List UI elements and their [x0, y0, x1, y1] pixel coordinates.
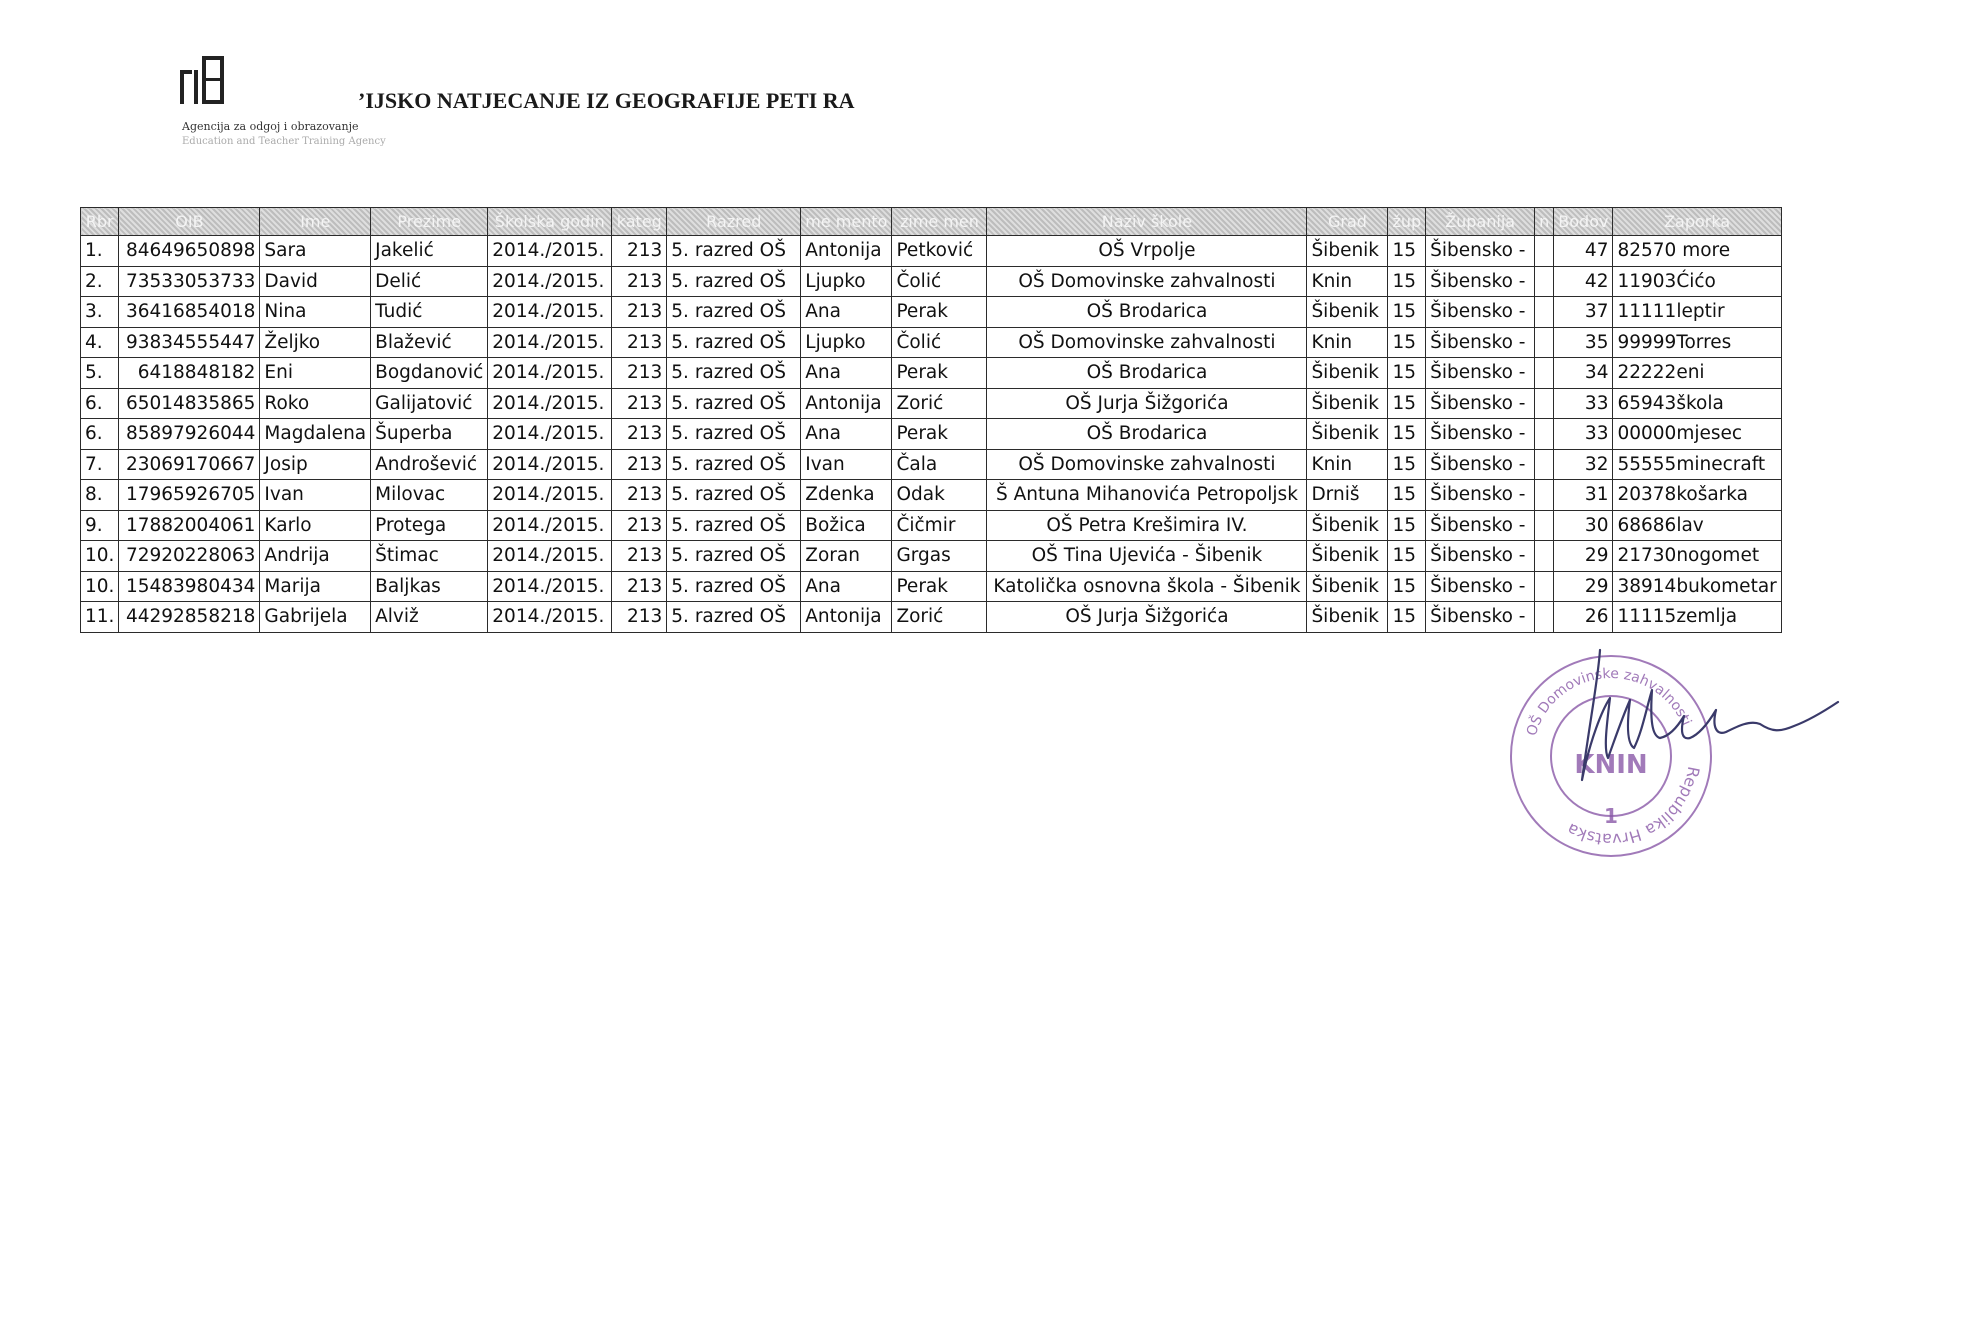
agency-name-en: Education and Teacher Training Agency	[182, 136, 386, 147]
cell-zaporka: 38914bukometar	[1613, 571, 1781, 602]
cell-godina: 2014./2015.	[488, 602, 612, 633]
column-header: Naziv škole	[987, 208, 1307, 236]
cell-ime: Ivan	[260, 480, 371, 511]
cell-grad: Šibenik	[1307, 419, 1388, 450]
cell-skola: OŠ Brodarica	[987, 297, 1307, 328]
cell-ime: Marija	[260, 571, 371, 602]
cell-zupanija: Šibensko -	[1426, 571, 1535, 602]
cell-oib: 84649650898	[119, 236, 260, 267]
cell-prezime: Tudić	[371, 297, 488, 328]
signature	[1560, 640, 1860, 790]
table-row	[81, 358, 1782, 389]
cell-ime: Roko	[260, 388, 371, 419]
cell-skola: OŠ Domovinske zahvalnosti	[987, 449, 1307, 480]
table-row	[81, 266, 1782, 297]
cell-razred: 5. razred OŠ	[667, 449, 801, 480]
cell-mentor-ime: Antonija	[801, 602, 892, 633]
cell-n	[1535, 510, 1554, 541]
cell-rbr: 6.	[81, 388, 119, 419]
cell-bodovi: 33	[1554, 388, 1613, 419]
cell-skola: OŠ Vrpolje	[987, 236, 1307, 267]
cell-grad: Šibenik	[1307, 236, 1388, 267]
agency-name-hr: Agencija za odgoj i obrazovanje	[182, 120, 359, 133]
cell-kategorija: 213	[612, 541, 667, 572]
cell-mentor-ime: Ana	[801, 419, 892, 450]
cell-mentor-prezime: Zorić	[892, 388, 987, 419]
cell-razred: 5. razred OŠ	[667, 602, 801, 633]
cell-kategorija: 213	[612, 327, 667, 358]
cell-n	[1535, 236, 1554, 267]
stamp-text-bottom: OŠ Domovinske zahvalnosti	[1523, 665, 1695, 738]
column-header: Bodov	[1554, 208, 1613, 236]
column-header: Rbr	[81, 208, 119, 236]
cell-mentor-ime: Zdenka	[801, 480, 892, 511]
cell-bodovi: 42	[1554, 266, 1613, 297]
cell-rbr: 4.	[81, 327, 119, 358]
cell-zupanija-broj: 15	[1388, 541, 1426, 572]
column-header: Zaporka	[1613, 208, 1781, 236]
cell-kategorija: 213	[612, 449, 667, 480]
cell-zupanija-broj: 15	[1388, 236, 1426, 267]
cell-mentor-ime: Antonija	[801, 236, 892, 267]
cell-skola: OŠ Brodarica	[987, 358, 1307, 389]
cell-zaporka: 00000mjesec	[1613, 419, 1781, 450]
cell-godina: 2014./2015.	[488, 358, 612, 389]
cell-oib: 23069170667	[119, 449, 260, 480]
cell-oib: 17965926705	[119, 480, 260, 511]
cell-mentor-prezime: Perak	[892, 297, 987, 328]
cell-zupanija: Šibensko -	[1426, 327, 1535, 358]
cell-bodovi: 35	[1554, 327, 1613, 358]
cell-skola: OŠ Jurja Šižgorića	[987, 602, 1307, 633]
cell-zupanija: Šibensko -	[1426, 449, 1535, 480]
table-row	[81, 602, 1782, 633]
column-header: Županija	[1426, 208, 1535, 236]
column-header: Razred	[667, 208, 801, 236]
table-row	[81, 388, 1782, 419]
cell-n	[1535, 327, 1554, 358]
cell-n	[1535, 602, 1554, 633]
cell-godina: 2014./2015.	[488, 480, 612, 511]
cell-prezime: Galijatović	[371, 388, 488, 419]
cell-ime: Eni	[260, 358, 371, 389]
cell-zaporka: 82570 more	[1613, 236, 1781, 267]
agency-logo-mark	[178, 50, 238, 105]
cell-n	[1535, 480, 1554, 511]
cell-zupanija-broj: 15	[1388, 297, 1426, 328]
cell-prezime: Jakelić	[371, 236, 488, 267]
cell-godina: 2014./2015.	[488, 236, 612, 267]
cell-bodovi: 26	[1554, 602, 1613, 633]
cell-skola: OŠ Domovinske zahvalnosti	[987, 266, 1307, 297]
cell-rbr: 7.	[81, 449, 119, 480]
cell-godina: 2014./2015.	[488, 327, 612, 358]
cell-mentor-prezime: Čolić	[892, 266, 987, 297]
cell-godina: 2014./2015.	[488, 449, 612, 480]
cell-godina: 2014./2015.	[488, 571, 612, 602]
cell-ime: Željko	[260, 327, 371, 358]
cell-razred: 5. razred OŠ	[667, 236, 801, 267]
cell-kategorija: 213	[612, 419, 667, 450]
cell-kategorija: 213	[612, 236, 667, 267]
cell-godina: 2014./2015.	[488, 419, 612, 450]
cell-godina: 2014./2015.	[488, 541, 612, 572]
cell-rbr: 3.	[81, 297, 119, 328]
cell-oib: 15483980434	[119, 571, 260, 602]
cell-mentor-prezime: Čolić	[892, 327, 987, 358]
cell-zupanija: Šibensko -	[1426, 358, 1535, 389]
cell-oib: 65014835865	[119, 388, 260, 419]
cell-oib: 85897926044	[119, 419, 260, 450]
cell-bodovi: 31	[1554, 480, 1613, 511]
cell-grad: Drniš	[1307, 480, 1388, 511]
table-row	[81, 236, 1782, 267]
stamp-city: KNIN	[1574, 750, 1648, 780]
cell-rbr: 2.	[81, 266, 119, 297]
cell-oib: 44292858218	[119, 602, 260, 633]
cell-zaporka: 11115zemlja	[1613, 602, 1781, 633]
cell-mentor-prezime: Grgas	[892, 541, 987, 572]
cell-prezime: Delić	[371, 266, 488, 297]
cell-skola: OŠ Petra Krešimira IV.	[987, 510, 1307, 541]
cell-bodovi: 30	[1554, 510, 1613, 541]
cell-mentor-prezime: Zorić	[892, 602, 987, 633]
cell-ime: Sara	[260, 236, 371, 267]
cell-mentor-prezime: Čičmir	[892, 510, 987, 541]
cell-razred: 5. razred OŠ	[667, 358, 801, 389]
cell-ime: Nina	[260, 297, 371, 328]
cell-n	[1535, 449, 1554, 480]
cell-oib: 72920228063	[119, 541, 260, 572]
column-header: Školska godin	[488, 208, 612, 236]
cell-n	[1535, 571, 1554, 602]
cell-skola: Š Antuna Mihanovića Petropoljsk	[987, 480, 1307, 511]
cell-zupanija: Šibensko -	[1426, 297, 1535, 328]
cell-grad: Šibenik	[1307, 541, 1388, 572]
cell-zupanija: Šibensko -	[1426, 419, 1535, 450]
cell-zaporka: 20378košarka	[1613, 480, 1781, 511]
cell-zaporka: 11111leptir	[1613, 297, 1781, 328]
cell-mentor-prezime: Perak	[892, 571, 987, 602]
cell-mentor-ime: Ljupko	[801, 327, 892, 358]
cell-skola: OŠ Domovinske zahvalnosti	[987, 327, 1307, 358]
cell-mentor-ime: Ljupko	[801, 266, 892, 297]
cell-kategorija: 213	[612, 266, 667, 297]
cell-razred: 5. razred OŠ	[667, 266, 801, 297]
cell-oib: 6418848182	[119, 358, 260, 389]
cell-godina: 2014./2015.	[488, 297, 612, 328]
cell-zaporka: 65943škola	[1613, 388, 1781, 419]
cell-zaporka: 22222eni	[1613, 358, 1781, 389]
cell-kategorija: 213	[612, 602, 667, 633]
cell-prezime: Milovac	[371, 480, 488, 511]
cell-zupanija: Šibensko -	[1426, 602, 1535, 633]
column-header: Ime	[260, 208, 371, 236]
column-header: kateg	[612, 208, 667, 236]
cell-rbr: 10.	[81, 571, 119, 602]
cell-zupanija-broj: 15	[1388, 266, 1426, 297]
cell-mentor-ime: Ana	[801, 571, 892, 602]
cell-zaporka: 99999Torres	[1613, 327, 1781, 358]
cell-n	[1535, 297, 1554, 328]
cell-oib: 73533053733	[119, 266, 260, 297]
cell-skola: OŠ Brodarica	[987, 419, 1307, 450]
cell-godina: 2014./2015.	[488, 388, 612, 419]
page-title: ’IJSKO NATJECANJE IZ GEOGRAFIJE PETI RA	[358, 88, 855, 113]
cell-oib: 93834555447	[119, 327, 260, 358]
cell-skola: OŠ Jurja Šižgorića	[987, 388, 1307, 419]
cell-mentor-prezime: Perak	[892, 358, 987, 389]
cell-zupanija: Šibensko -	[1426, 480, 1535, 511]
cell-razred: 5. razred OŠ	[667, 480, 801, 511]
cell-mentor-ime: Ivan	[801, 449, 892, 480]
cell-mentor-ime: Ana	[801, 297, 892, 328]
cell-grad: Šibenik	[1307, 297, 1388, 328]
table-row	[81, 541, 1782, 572]
cell-zupanija-broj: 15	[1388, 358, 1426, 389]
cell-zupanija: Šibensko -	[1426, 236, 1535, 267]
cell-razred: 5. razred OŠ	[667, 327, 801, 358]
cell-zupanija: Šibensko -	[1426, 388, 1535, 419]
cell-zupanija-broj: 15	[1388, 571, 1426, 602]
cell-zaporka: 11903Ćićo	[1613, 266, 1781, 297]
cell-prezime: Štimac	[371, 541, 488, 572]
cell-zaporka: 55555minecraft	[1613, 449, 1781, 480]
column-header: zime men	[892, 208, 987, 236]
cell-bodovi: 47	[1554, 236, 1613, 267]
cell-godina: 2014./2015.	[488, 266, 612, 297]
cell-prezime: Alviž	[371, 602, 488, 633]
cell-mentor-prezime: Čala	[892, 449, 987, 480]
stamp-text-top: Republika Hrvatska	[1563, 765, 1704, 850]
cell-kategorija: 213	[612, 571, 667, 602]
column-header: me mento	[801, 208, 892, 236]
table-row	[81, 510, 1782, 541]
cell-prezime: Protega	[371, 510, 488, 541]
cell-zupanija-broj: 15	[1388, 449, 1426, 480]
cell-n	[1535, 266, 1554, 297]
cell-kategorija: 213	[612, 358, 667, 389]
cell-mentor-ime: Antonija	[801, 388, 892, 419]
cell-grad: Šibenik	[1307, 571, 1388, 602]
cell-mentor-ime: Božica	[801, 510, 892, 541]
cell-n	[1535, 419, 1554, 450]
cell-rbr: 5.	[81, 358, 119, 389]
table-row	[81, 419, 1782, 450]
cell-prezime: Bogdanović	[371, 358, 488, 389]
cell-n	[1535, 358, 1554, 389]
cell-rbr: 6.	[81, 419, 119, 450]
column-header: žup	[1388, 208, 1426, 236]
table-row	[81, 449, 1782, 480]
cell-mentor-ime: Ana	[801, 358, 892, 389]
cell-rbr: 9.	[81, 510, 119, 541]
cell-razred: 5. razred OŠ	[667, 571, 801, 602]
cell-n	[1535, 541, 1554, 572]
cell-godina: 2014./2015.	[488, 510, 612, 541]
cell-razred: 5. razred OŠ	[667, 510, 801, 541]
cell-kategorija: 213	[612, 388, 667, 419]
cell-zupanija-broj: 15	[1388, 419, 1426, 450]
cell-grad: Šibenik	[1307, 388, 1388, 419]
cell-razred: 5. razred OŠ	[667, 419, 801, 450]
cell-bodovi: 37	[1554, 297, 1613, 328]
table-row	[81, 327, 1782, 358]
column-header: OIB	[119, 208, 260, 236]
stamp-number: 1	[1604, 804, 1618, 828]
cell-oib: 17882004061	[119, 510, 260, 541]
cell-skola: Katolička osnovna škola - Šibenik	[987, 571, 1307, 602]
cell-razred: 5. razred OŠ	[667, 297, 801, 328]
table-row	[81, 571, 1782, 602]
cell-razred: 5. razred OŠ	[667, 388, 801, 419]
cell-prezime: Šuperba	[371, 419, 488, 450]
cell-ime: Josip	[260, 449, 371, 480]
cell-bodovi: 33	[1554, 419, 1613, 450]
cell-kategorija: 213	[612, 480, 667, 511]
cell-zaporka: 68686lav	[1613, 510, 1781, 541]
cell-zupanija-broj: 15	[1388, 510, 1426, 541]
cell-grad: Knin	[1307, 266, 1388, 297]
column-header: n	[1535, 208, 1554, 236]
cell-mentor-prezime: Perak	[892, 419, 987, 450]
cell-mentor-ime: Zoran	[801, 541, 892, 572]
cell-ime: David	[260, 266, 371, 297]
cell-zaporka: 21730nogomet	[1613, 541, 1781, 572]
cell-zupanija-broj: 15	[1388, 480, 1426, 511]
cell-n	[1535, 388, 1554, 419]
cell-prezime: Baljkas	[371, 571, 488, 602]
cell-rbr: 1.	[81, 236, 119, 267]
cell-grad: Šibenik	[1307, 602, 1388, 633]
cell-prezime: Androšević	[371, 449, 488, 480]
table-row	[81, 480, 1782, 511]
cell-zupanija: Šibensko -	[1426, 510, 1535, 541]
cell-grad: Šibenik	[1307, 358, 1388, 389]
cell-bodovi: 29	[1554, 571, 1613, 602]
column-header: Prezime	[371, 208, 488, 236]
cell-oib: 36416854018	[119, 297, 260, 328]
cell-grad: Šibenik	[1307, 510, 1388, 541]
table-row	[81, 297, 1782, 328]
column-header: Grad	[1307, 208, 1388, 236]
cell-ime: Karlo	[260, 510, 371, 541]
cell-zupanija: Šibensko -	[1426, 266, 1535, 297]
cell-zupanija-broj: 15	[1388, 602, 1426, 633]
cell-razred: 5. razred OŠ	[667, 541, 801, 572]
cell-zupanija-broj: 15	[1388, 388, 1426, 419]
cell-ime: Magdalena	[260, 419, 371, 450]
cell-grad: Knin	[1307, 327, 1388, 358]
cell-rbr: 10.	[81, 541, 119, 572]
table-body	[81, 236, 1782, 633]
cell-zupanija-broj: 15	[1388, 327, 1426, 358]
cell-bodovi: 32	[1554, 449, 1613, 480]
cell-prezime: Blažević	[371, 327, 488, 358]
cell-mentor-prezime: Petković	[892, 236, 987, 267]
cell-bodovi: 29	[1554, 541, 1613, 572]
cell-grad: Knin	[1307, 449, 1388, 480]
cell-mentor-prezime: Odak	[892, 480, 987, 511]
cell-ime: Andrija	[260, 541, 371, 572]
cell-kategorija: 213	[612, 510, 667, 541]
table-header-row	[81, 208, 1782, 236]
cell-zupanija: Šibensko -	[1426, 541, 1535, 572]
agency-logo	[178, 50, 386, 160]
cell-kategorija: 213	[612, 297, 667, 328]
results-table	[80, 207, 1782, 633]
cell-skola: OŠ Tina Ujevića - Šibenik	[987, 541, 1307, 572]
cell-rbr: 8.	[81, 480, 119, 511]
cell-bodovi: 34	[1554, 358, 1613, 389]
cell-rbr: 11.	[81, 602, 119, 633]
cell-ime: Gabrijela	[260, 602, 371, 633]
